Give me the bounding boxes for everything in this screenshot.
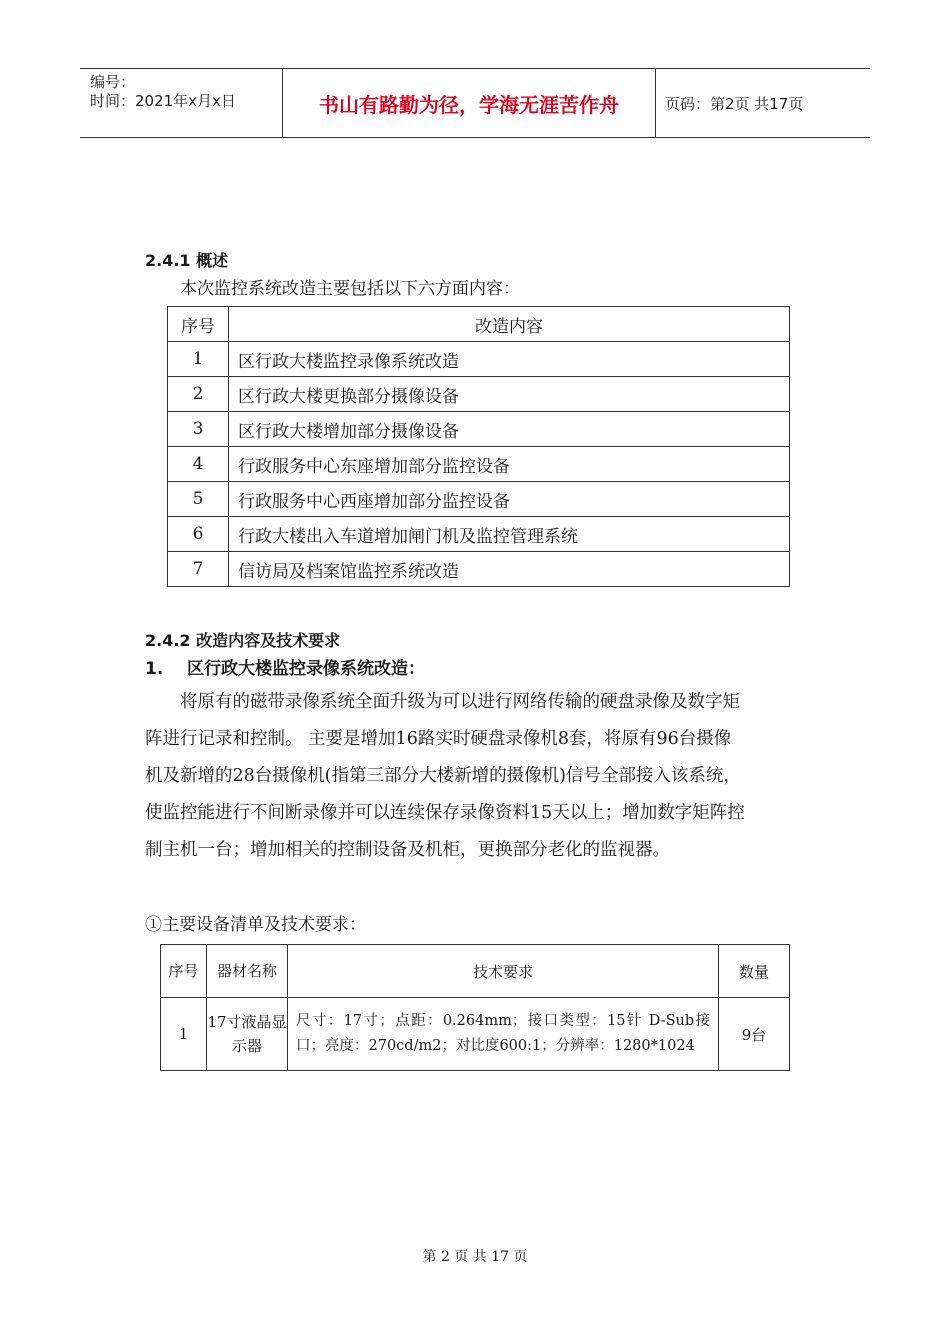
equipment-quantity: 9台 bbox=[719, 998, 790, 1071]
row-content: 区行政大楼监控录像系统改造 bbox=[229, 342, 790, 377]
header-time-label: 时间：2021年x月x日 bbox=[90, 92, 236, 110]
table-header-cell: 改造内容 bbox=[229, 307, 790, 342]
equipment-name: 17寸液晶显示器 bbox=[207, 998, 288, 1071]
table-header-cell: 序号 bbox=[168, 307, 229, 342]
header-motto: 书山有路勤为径，学海无涯苦作舟 bbox=[282, 69, 656, 137]
table-row bbox=[168, 412, 790, 447]
table-row bbox=[168, 377, 790, 412]
row-number: 1 bbox=[168, 342, 229, 377]
item1-title: 1. 区行政大楼监控录像系统改造： bbox=[145, 659, 425, 679]
row-content: 行政服务中心东座增加部分监控设备 bbox=[229, 447, 790, 482]
table-row bbox=[161, 998, 790, 1071]
paragraph-line: 使监控能进行不间断录像并可以连续保存录像资料15天以上；增加数字矩阵控 bbox=[145, 803, 745, 823]
table-header-cell: 序号 bbox=[161, 945, 207, 998]
paragraph-line: 将原有的磁带录像系统全面升级为可以进行网络传输的硬盘录像及数字矩 bbox=[145, 692, 740, 712]
row-content: 行政大楼出入车道增加闸门机及监控管理系统 bbox=[229, 517, 790, 552]
row-number: 7 bbox=[168, 552, 229, 587]
section-title-overview: 2.4.1 概述 bbox=[145, 251, 229, 270]
table-row bbox=[168, 447, 790, 482]
equipment-spec: 尺寸：17寸；点距：0.264mm；接口类型：15针 D-Sub接口；亮度：270cd/m2；对比度600:1；分辨率：1280*1024 bbox=[288, 998, 719, 1071]
row-content: 区行政大楼更换部分摄像设备 bbox=[229, 377, 790, 412]
header-page-info: 页码：第2页 共17页 bbox=[665, 94, 804, 113]
row-content: 信访局及档案馆监控系统改造 bbox=[229, 552, 790, 587]
row-number: 6 bbox=[168, 517, 229, 552]
section-title-requirements: 2.4.2 改造内容及技术要求 bbox=[145, 631, 341, 650]
table-header-cell: 技术要求 bbox=[288, 945, 719, 998]
row-number: 2 bbox=[168, 377, 229, 412]
table-header-cell: 数量 bbox=[719, 945, 790, 998]
row-number: 1 bbox=[161, 998, 207, 1071]
paragraph-line: 阵进行记录和控制。 主要是增加16路实时硬盘录像机8套，将原有96台摄像 bbox=[145, 729, 732, 749]
item1-paragraph bbox=[145, 684, 790, 869]
table-header-row bbox=[168, 307, 790, 342]
header-meta bbox=[80, 69, 282, 137]
row-number: 5 bbox=[168, 482, 229, 517]
overview-intro: 本次监控系统改造主要包括以下六方面内容： bbox=[180, 279, 520, 299]
page-footer: 第 2 页 共 17 页 bbox=[422, 1249, 528, 1265]
equipment-table bbox=[160, 944, 790, 1071]
renovation-items-table bbox=[167, 306, 790, 587]
paragraph-line: 机及新增的28台摄像机(指第三部分大楼新增的摄像机)信号全部接入该系统， bbox=[145, 766, 741, 786]
page-header bbox=[80, 68, 870, 138]
row-content: 行政服务中心西座增加部分监控设备 bbox=[229, 482, 790, 517]
table-header-row bbox=[161, 945, 790, 998]
table-row bbox=[168, 482, 790, 517]
equipment-heading: ①主要设备清单及技术要求： bbox=[145, 915, 366, 935]
table-row bbox=[168, 552, 790, 587]
row-content: 区行政大楼增加部分摄像设备 bbox=[229, 412, 790, 447]
header-number-label: 编号： bbox=[90, 73, 136, 91]
row-number: 4 bbox=[168, 447, 229, 482]
table-header-cell: 器材名称 bbox=[207, 945, 288, 998]
paragraph-line: 制主机一台；增加相关的控制设备及机柜，更换部分老化的监视器。 bbox=[145, 840, 670, 860]
table-row bbox=[168, 342, 790, 377]
table-row bbox=[168, 517, 790, 552]
row-number: 3 bbox=[168, 412, 229, 447]
